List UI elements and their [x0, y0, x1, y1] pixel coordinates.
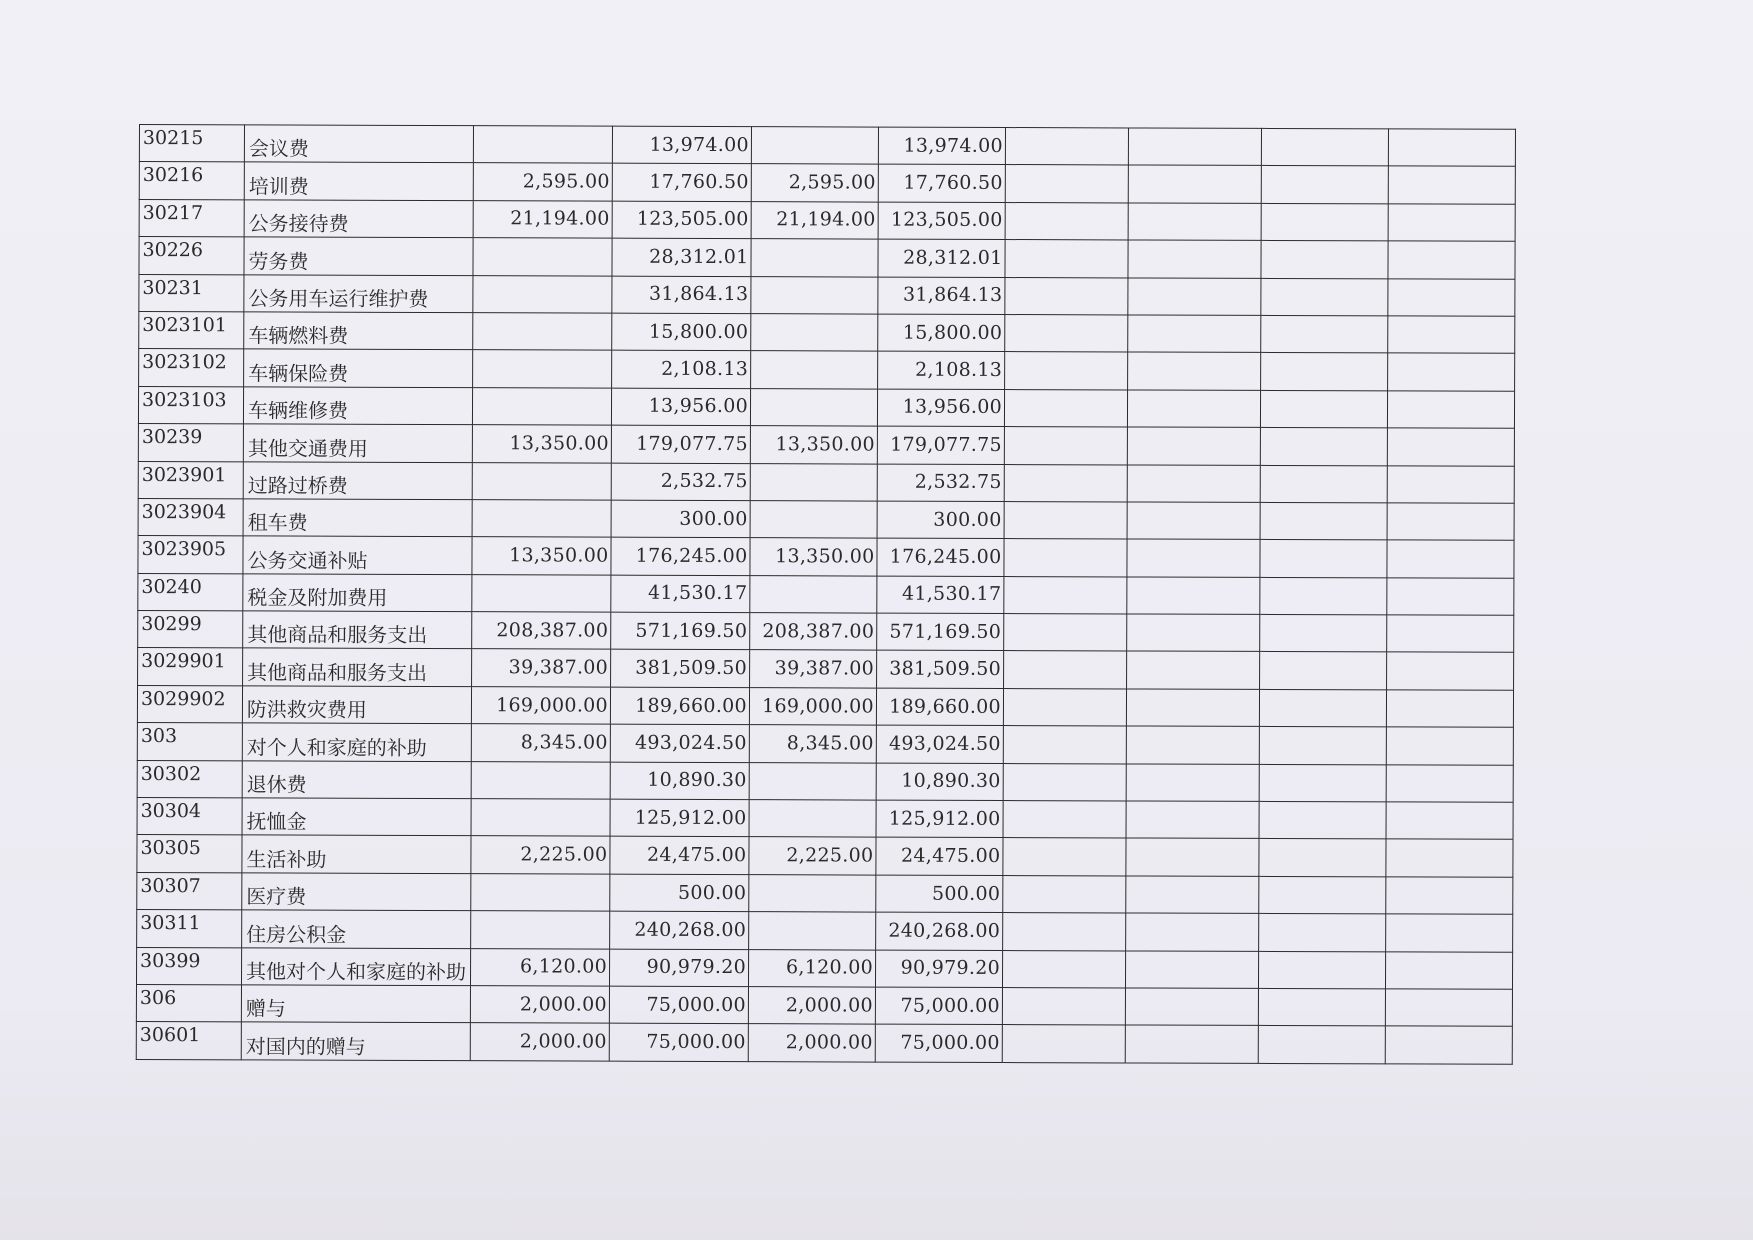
table-row	[138, 461, 1514, 503]
table-row	[137, 910, 1513, 952]
amount-cell-1	[473, 275, 612, 313]
empty-cell	[1261, 241, 1388, 279]
account-name-cell: 抚恤金	[242, 798, 471, 836]
amount-cell-2: 493,024.50	[610, 724, 749, 762]
amount-cell-2: 125,912.00	[610, 799, 749, 837]
table-row	[139, 125, 1515, 167]
empty-cell	[1386, 764, 1513, 802]
account-code-cell: 303	[137, 723, 242, 761]
amount-cell-2: 500.00	[610, 874, 749, 912]
account-code-cell: 306	[136, 984, 241, 1022]
empty-cell	[1005, 165, 1128, 203]
amount-cell-4: 493,024.50	[876, 725, 1003, 763]
amount-cell-4: 31,864.13	[878, 277, 1005, 315]
account-code-cell: 3023901	[138, 461, 243, 499]
amount-cell-4: 75,000.00	[875, 1024, 1002, 1062]
amount-cell-4: 2,532.75	[877, 464, 1004, 502]
amount-cell-3: 6,120.00	[748, 949, 875, 987]
amount-cell-2: 10,890.30	[610, 762, 749, 800]
amount-cell-3: 2,225.00	[749, 837, 876, 875]
amount-cell-1: 2,000.00	[470, 1023, 609, 1061]
empty-cell	[1004, 427, 1127, 465]
account-code-cell: 3029901	[138, 648, 243, 686]
table-row	[137, 685, 1513, 727]
amount-cell-4: 13,974.00	[878, 127, 1005, 165]
account-name-cell: 退休费	[242, 761, 471, 799]
amount-cell-2: 179,077.75	[611, 425, 750, 463]
account-code-cell: 30302	[137, 760, 242, 798]
account-code-cell: 30217	[139, 199, 244, 237]
amount-cell-4: 500.00	[876, 875, 1003, 913]
account-code-cell: 3023101	[139, 311, 244, 349]
table-row	[139, 311, 1515, 353]
empty-cell	[1003, 913, 1126, 951]
empty-cell	[1386, 877, 1513, 915]
empty-cell	[1387, 615, 1514, 653]
empty-cell	[1258, 951, 1385, 989]
table-row	[138, 536, 1514, 578]
empty-cell	[1005, 202, 1128, 240]
empty-cell	[1127, 539, 1260, 577]
empty-cell	[1387, 428, 1514, 466]
empty-cell	[1004, 576, 1127, 614]
table-row	[137, 872, 1513, 914]
account-code-cell: 30216	[139, 162, 244, 200]
amount-cell-2: 571,169.50	[611, 612, 750, 650]
amount-cell-3	[750, 501, 877, 539]
empty-cell	[1259, 914, 1386, 952]
empty-cell	[1258, 988, 1385, 1026]
amount-cell-1	[472, 574, 611, 612]
amount-cell-1	[473, 238, 612, 276]
account-name-cell: 公务接待费	[244, 200, 473, 238]
empty-cell	[1387, 503, 1514, 541]
account-code-cell: 3029902	[137, 685, 242, 723]
account-name-cell: 车辆燃料费	[244, 312, 473, 350]
empty-cell	[1259, 764, 1386, 802]
amount-cell-4: 571,169.50	[877, 613, 1004, 651]
empty-cell	[1128, 203, 1261, 241]
empty-cell	[1260, 465, 1387, 503]
empty-cell	[1261, 278, 1388, 316]
amount-cell-1: 2,595.00	[473, 163, 612, 201]
amount-cell-3: 2,000.00	[748, 987, 875, 1025]
empty-cell	[1126, 838, 1259, 876]
account-code-cell: 3023102	[139, 349, 244, 387]
amount-cell-3: 8,345.00	[749, 725, 876, 763]
amount-cell-1: 169,000.00	[471, 687, 610, 725]
amount-cell-1: 13,350.00	[472, 537, 611, 575]
amount-cell-4: 176,245.00	[877, 538, 1004, 576]
empty-cell	[1388, 316, 1515, 354]
amount-cell-1	[472, 500, 611, 538]
empty-cell	[1004, 501, 1127, 539]
empty-cell	[1259, 839, 1386, 877]
empty-cell	[1004, 651, 1127, 689]
account-code-cell: 30399	[136, 947, 241, 985]
empty-cell	[1260, 428, 1387, 466]
empty-cell	[1128, 315, 1261, 353]
amount-cell-3: 2,595.00	[751, 164, 878, 202]
empty-cell	[1003, 838, 1126, 876]
amount-cell-1	[473, 350, 612, 388]
amount-cell-4: 24,475.00	[876, 837, 1003, 875]
account-code-cell: 3023103	[138, 386, 243, 424]
empty-cell	[1126, 801, 1259, 839]
amount-cell-3	[751, 127, 878, 165]
table-row	[136, 1022, 1512, 1064]
amount-cell-4: 300.00	[877, 501, 1004, 539]
amount-cell-3	[751, 276, 878, 314]
empty-cell	[1259, 727, 1386, 765]
empty-cell	[1128, 240, 1261, 278]
empty-cell	[1386, 727, 1513, 765]
amount-cell-4: 15,800.00	[878, 314, 1005, 352]
amount-cell-1	[471, 799, 610, 837]
amount-cell-3: 21,194.00	[751, 201, 878, 239]
empty-cell	[1388, 204, 1515, 242]
empty-cell	[1386, 914, 1513, 952]
account-code-cell: 30305	[137, 835, 242, 873]
amount-cell-3	[749, 800, 876, 838]
amount-cell-1	[472, 387, 611, 425]
account-name-cell: 生活补助	[242, 835, 471, 873]
empty-cell	[1387, 578, 1514, 616]
account-name-cell: 其他交通费用	[243, 424, 472, 462]
empty-cell	[1004, 464, 1127, 502]
amount-cell-3	[749, 762, 876, 800]
amount-cell-4: 75,000.00	[875, 987, 1002, 1025]
amount-cell-4: 28,312.01	[878, 239, 1005, 277]
empty-cell	[1386, 839, 1513, 877]
empty-cell	[1388, 353, 1515, 391]
amount-cell-3: 13,350.00	[750, 538, 877, 576]
account-code-cell: 30601	[136, 1022, 241, 1060]
empty-cell	[1260, 652, 1387, 690]
amount-cell-4: 381,509.50	[877, 651, 1004, 689]
amount-cell-2: 75,000.00	[609, 986, 748, 1024]
empty-cell	[1260, 614, 1387, 652]
amount-cell-3: 13,350.00	[750, 426, 877, 464]
account-name-cell: 租车费	[243, 499, 472, 537]
empty-cell	[1004, 389, 1127, 427]
empty-cell	[1126, 726, 1259, 764]
account-name-cell: 公务交通补贴	[243, 536, 472, 574]
table-row	[139, 199, 1515, 241]
empty-cell	[1004, 539, 1127, 577]
table-row	[139, 162, 1515, 204]
amount-cell-3	[751, 239, 878, 277]
account-name-cell: 税金及附加费用	[243, 574, 472, 612]
empty-cell	[1005, 128, 1128, 166]
empty-cell	[1261, 203, 1388, 241]
amount-cell-4: 240,268.00	[876, 912, 1003, 950]
account-code-cell: 30215	[139, 125, 244, 163]
amount-cell-1	[472, 462, 611, 500]
empty-cell	[1005, 352, 1128, 390]
empty-cell	[1388, 278, 1515, 316]
empty-cell	[1388, 129, 1515, 167]
account-name-cell: 公务用车运行维护费	[244, 274, 473, 312]
account-code-cell: 30307	[137, 872, 242, 910]
empty-cell	[1127, 427, 1260, 465]
amount-cell-3: 169,000.00	[749, 687, 876, 725]
account-code-cell: 30311	[137, 910, 242, 948]
amount-cell-3: 208,387.00	[750, 613, 877, 651]
amount-cell-2: 90,979.20	[609, 949, 748, 987]
empty-cell	[1127, 502, 1260, 540]
account-code-cell: 30299	[138, 611, 243, 649]
empty-cell	[1126, 913, 1259, 951]
empty-cell	[1125, 951, 1258, 989]
empty-cell	[1005, 277, 1128, 315]
table-row	[138, 386, 1514, 428]
amount-cell-2: 28,312.01	[612, 238, 751, 276]
empty-cell	[1003, 875, 1126, 913]
empty-cell	[1127, 464, 1260, 502]
amount-cell-2: 15,800.00	[612, 313, 751, 351]
empty-cell	[1005, 240, 1128, 278]
amount-cell-2: 300.00	[611, 500, 750, 538]
empty-cell	[1128, 165, 1261, 203]
amount-cell-1	[471, 761, 610, 799]
amount-cell-3	[750, 575, 877, 613]
amount-cell-3	[750, 463, 877, 501]
amount-cell-1	[471, 873, 610, 911]
amount-cell-4: 179,077.75	[877, 426, 1004, 464]
empty-cell	[1387, 391, 1514, 429]
empty-cell	[1259, 876, 1386, 914]
account-name-cell: 防洪救灾费用	[242, 686, 471, 724]
amount-cell-3	[749, 912, 876, 950]
amount-cell-3	[750, 388, 877, 426]
account-name-cell: 对个人和家庭的补助	[242, 723, 471, 761]
amount-cell-1	[473, 126, 612, 164]
amount-cell-4: 189,660.00	[876, 688, 1003, 726]
empty-cell	[1386, 802, 1513, 840]
account-code-cell: 30226	[139, 237, 244, 275]
amount-cell-2: 123,505.00	[612, 201, 751, 239]
empty-cell	[1128, 352, 1261, 390]
account-name-cell: 其他商品和服务支出	[243, 648, 472, 686]
table-body	[136, 125, 1515, 1065]
empty-cell	[1260, 502, 1387, 540]
amount-cell-2: 24,475.00	[610, 837, 749, 875]
table-row	[138, 424, 1514, 466]
account-name-cell: 车辆维修费	[243, 387, 472, 425]
amount-cell-3	[751, 351, 878, 389]
table-row	[138, 611, 1514, 653]
table-row	[139, 274, 1515, 316]
amount-cell-4: 41,530.17	[877, 576, 1004, 614]
account-name-cell: 对国内的赠与	[241, 1022, 470, 1060]
amount-cell-2: 13,974.00	[612, 126, 751, 164]
amount-cell-1: 13,350.00	[472, 425, 611, 463]
empty-cell	[1127, 651, 1260, 689]
table-row	[139, 237, 1515, 279]
empty-cell	[1127, 390, 1260, 428]
empty-cell	[1261, 166, 1388, 204]
account-name-cell: 医疗费	[242, 873, 471, 911]
account-name-cell: 培训费	[244, 162, 473, 200]
table-row	[137, 760, 1513, 802]
empty-cell	[1002, 950, 1125, 988]
amount-cell-1: 39,387.00	[472, 649, 611, 687]
empty-cell	[1260, 540, 1387, 578]
account-name-cell: 其他对个人和家庭的补助	[241, 947, 470, 985]
amount-cell-2: 189,660.00	[610, 687, 749, 725]
account-name-cell: 赠与	[241, 985, 470, 1023]
account-name-cell: 其他商品和服务支出	[243, 611, 472, 649]
amount-cell-1: 208,387.00	[472, 612, 611, 650]
account-name-cell: 劳务费	[244, 237, 473, 275]
amount-cell-4: 17,760.50	[878, 164, 1005, 202]
empty-cell	[1128, 128, 1261, 166]
empty-cell	[1261, 315, 1388, 353]
account-name-cell: 车辆保险费	[244, 349, 473, 387]
empty-cell	[1261, 128, 1388, 166]
amount-cell-1: 21,194.00	[473, 200, 612, 238]
amount-cell-4: 123,505.00	[878, 202, 1005, 240]
amount-cell-3	[749, 874, 876, 912]
amount-cell-4: 125,912.00	[876, 800, 1003, 838]
table-row	[136, 984, 1512, 1026]
empty-cell	[1258, 1026, 1385, 1064]
empty-cell	[1125, 988, 1258, 1026]
empty-cell	[1259, 801, 1386, 839]
amount-cell-2: 75,000.00	[609, 1024, 748, 1062]
amount-cell-1: 2,225.00	[471, 836, 610, 874]
amount-cell-2: 13,956.00	[611, 388, 750, 426]
amount-cell-1: 8,345.00	[471, 724, 610, 762]
amount-cell-4: 13,956.00	[877, 389, 1004, 427]
amount-cell-2: 31,864.13	[612, 276, 751, 314]
account-code-cell: 3023904	[138, 498, 243, 536]
empty-cell	[1002, 988, 1125, 1026]
empty-cell	[1003, 688, 1126, 726]
account-code-cell: 30231	[139, 274, 244, 312]
amount-cell-2: 2,108.13	[612, 350, 751, 388]
empty-cell	[1002, 1025, 1125, 1063]
amount-cell-2: 176,245.00	[611, 537, 750, 575]
amount-cell-2: 381,509.50	[611, 650, 750, 688]
table-row	[137, 723, 1513, 765]
empty-cell	[1127, 614, 1260, 652]
empty-cell	[1261, 353, 1388, 391]
amount-cell-1	[473, 313, 612, 351]
amount-cell-4: 10,890.30	[876, 763, 1003, 801]
empty-cell	[1126, 764, 1259, 802]
table-row	[138, 498, 1514, 540]
amount-cell-1	[471, 911, 610, 949]
empty-cell	[1260, 390, 1387, 428]
table-row	[138, 573, 1514, 615]
amount-cell-1: 6,120.00	[470, 948, 609, 986]
empty-cell	[1003, 726, 1126, 764]
empty-cell	[1126, 876, 1259, 914]
table-row	[138, 648, 1514, 690]
empty-cell	[1125, 1025, 1258, 1063]
empty-cell	[1387, 652, 1514, 690]
amount-cell-2: 41,530.17	[611, 575, 750, 613]
account-name-cell: 住房公积金	[242, 910, 471, 948]
empty-cell	[1259, 689, 1386, 727]
empty-cell	[1386, 690, 1513, 728]
empty-cell	[1003, 801, 1126, 839]
table-row	[137, 798, 1513, 840]
expenditure-table	[136, 124, 1516, 1065]
amount-cell-2: 2,532.75	[611, 463, 750, 501]
amount-cell-3: 2,000.00	[748, 1024, 875, 1062]
table-row	[136, 947, 1512, 989]
amount-cell-2: 240,268.00	[610, 911, 749, 949]
empty-cell	[1260, 577, 1387, 615]
amount-cell-4: 2,108.13	[878, 351, 1005, 389]
account-code-cell: 30239	[138, 424, 243, 462]
empty-cell	[1385, 951, 1512, 989]
amount-cell-1: 2,000.00	[470, 986, 609, 1024]
amount-cell-3	[751, 314, 878, 352]
empty-cell	[1388, 166, 1515, 204]
account-code-cell: 30240	[138, 573, 243, 611]
empty-cell	[1003, 763, 1126, 801]
empty-cell	[1126, 689, 1259, 727]
amount-cell-4: 90,979.20	[875, 950, 1002, 988]
account-name-cell: 过路过桥费	[243, 461, 472, 499]
amount-cell-2: 17,760.50	[612, 164, 751, 202]
empty-cell	[1387, 540, 1514, 578]
empty-cell	[1005, 314, 1128, 352]
empty-cell	[1387, 465, 1514, 503]
empty-cell	[1388, 241, 1515, 279]
table-row	[139, 349, 1515, 391]
account-name-cell: 会议费	[244, 125, 473, 163]
empty-cell	[1004, 614, 1127, 652]
table-row	[137, 835, 1513, 877]
account-code-cell: 3023905	[138, 536, 243, 574]
amount-cell-3: 39,387.00	[750, 650, 877, 688]
account-code-cell: 30304	[137, 798, 242, 836]
empty-cell	[1385, 989, 1512, 1027]
empty-cell	[1128, 278, 1261, 316]
empty-cell	[1385, 1026, 1512, 1064]
empty-cell	[1127, 577, 1260, 615]
